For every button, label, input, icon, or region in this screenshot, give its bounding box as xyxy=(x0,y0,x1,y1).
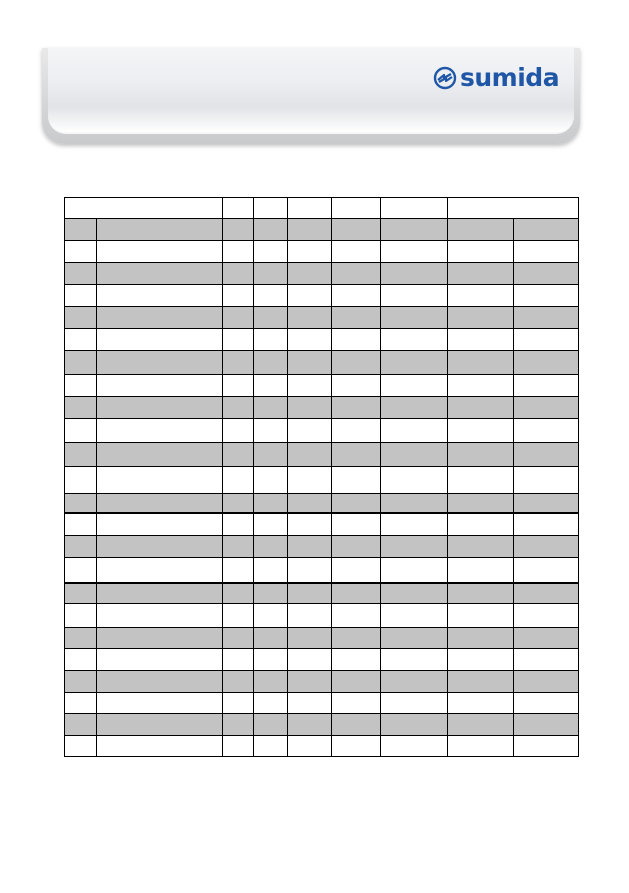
table-cell xyxy=(448,307,514,329)
table-cell xyxy=(514,375,579,397)
table-cell xyxy=(514,307,579,329)
table-cell xyxy=(514,351,579,375)
table-cell xyxy=(381,285,448,307)
table-cell xyxy=(381,351,448,375)
table-cell xyxy=(288,285,332,307)
table-cell xyxy=(381,307,448,329)
table-cell xyxy=(514,628,579,649)
table-cell xyxy=(288,307,332,329)
table-cell xyxy=(223,263,254,285)
table-row xyxy=(65,513,579,536)
table-cell xyxy=(223,693,254,714)
table-cell xyxy=(332,714,381,736)
table-cell xyxy=(223,671,254,693)
table-cell xyxy=(65,649,97,671)
table-cell xyxy=(97,419,223,443)
table-cell xyxy=(381,329,448,351)
table-cell xyxy=(254,397,288,419)
table-cell xyxy=(223,714,254,736)
table-row xyxy=(65,583,579,604)
table-cell xyxy=(65,583,97,604)
header-cell xyxy=(65,198,223,219)
table-cell xyxy=(332,467,381,494)
table-cell xyxy=(448,649,514,671)
table-cell xyxy=(332,351,381,375)
table-header-row xyxy=(65,198,579,219)
table-cell xyxy=(514,693,579,714)
table-row xyxy=(65,467,579,494)
table-cell xyxy=(97,467,223,494)
table-cell xyxy=(448,419,514,443)
table-cell xyxy=(254,736,288,757)
table-cell xyxy=(332,604,381,628)
table-cell xyxy=(288,443,332,467)
table-cell xyxy=(254,604,288,628)
table-cell xyxy=(97,397,223,419)
table-cell xyxy=(288,583,332,604)
table-cell xyxy=(448,693,514,714)
table-cell xyxy=(288,351,332,375)
table-cell xyxy=(65,714,97,736)
table-cell xyxy=(381,604,448,628)
logo-wordmark: sumida xyxy=(460,63,560,92)
table-cell xyxy=(288,736,332,757)
table-cell xyxy=(332,671,381,693)
table-cell xyxy=(514,443,579,467)
header-banner xyxy=(42,48,580,144)
table-cell xyxy=(223,351,254,375)
table-cell xyxy=(381,375,448,397)
table-cell xyxy=(448,443,514,467)
table-cell xyxy=(65,285,97,307)
table-cell xyxy=(288,693,332,714)
table-cell xyxy=(65,419,97,443)
table-cell xyxy=(97,671,223,693)
table-cell xyxy=(288,329,332,351)
table-row xyxy=(65,649,579,671)
table-cell xyxy=(514,467,579,494)
table-cell xyxy=(254,263,288,285)
table-cell xyxy=(514,558,579,583)
table-cell xyxy=(448,604,514,628)
table-cell xyxy=(223,513,254,536)
table-cell xyxy=(254,494,288,513)
header-cell xyxy=(288,198,332,219)
table-cell xyxy=(448,375,514,397)
table-cell xyxy=(254,513,288,536)
table-row xyxy=(65,329,579,351)
table-cell xyxy=(381,693,448,714)
header-cell xyxy=(332,198,381,219)
table-cell xyxy=(381,714,448,736)
table-cell xyxy=(381,219,448,241)
table-row xyxy=(65,397,579,419)
table-cell xyxy=(381,628,448,649)
table-cell xyxy=(514,285,579,307)
table-cell xyxy=(381,558,448,583)
table-cell xyxy=(223,628,254,649)
table-row xyxy=(65,443,579,467)
table-cell xyxy=(288,604,332,628)
table-cell xyxy=(288,467,332,494)
table-cell xyxy=(97,536,223,558)
table-cell xyxy=(97,285,223,307)
table-cell xyxy=(448,219,514,241)
table-cell xyxy=(514,536,579,558)
table-row xyxy=(65,494,579,513)
table-row xyxy=(65,219,579,241)
table-cell xyxy=(332,693,381,714)
table-cell xyxy=(288,397,332,419)
table-cell xyxy=(254,536,288,558)
table-cell xyxy=(332,285,381,307)
table-cell xyxy=(65,307,97,329)
table-row xyxy=(65,628,579,649)
table-cell xyxy=(448,397,514,419)
table-cell xyxy=(65,513,97,536)
table-cell xyxy=(448,494,514,513)
table-cell xyxy=(332,219,381,241)
table-cell xyxy=(448,241,514,263)
table-cell xyxy=(223,536,254,558)
table-row xyxy=(65,307,579,329)
table-cell xyxy=(97,714,223,736)
table-cell xyxy=(65,397,97,419)
banner-face xyxy=(48,48,574,134)
table-cell xyxy=(514,736,579,757)
table-cell xyxy=(97,329,223,351)
table-row xyxy=(65,536,579,558)
table-row xyxy=(65,558,579,583)
table-row xyxy=(65,671,579,693)
table-cell xyxy=(448,558,514,583)
table-cell xyxy=(254,671,288,693)
table-cell xyxy=(332,263,381,285)
table-cell xyxy=(254,443,288,467)
table-cell xyxy=(254,467,288,494)
table-cell xyxy=(381,443,448,467)
table-cell xyxy=(514,671,579,693)
table-cell xyxy=(254,219,288,241)
table-cell xyxy=(514,419,579,443)
table-cell xyxy=(223,604,254,628)
table-row xyxy=(65,375,579,397)
table-cell xyxy=(288,375,332,397)
table-cell xyxy=(65,736,97,757)
table-cell xyxy=(381,513,448,536)
table-cell xyxy=(514,219,579,241)
table-cell xyxy=(65,467,97,494)
table-cell xyxy=(223,219,254,241)
table-cell xyxy=(254,693,288,714)
table-cell xyxy=(223,241,254,263)
table-cell xyxy=(97,558,223,583)
table-cell xyxy=(448,329,514,351)
table-cell xyxy=(332,375,381,397)
table-cell xyxy=(65,558,97,583)
table-cell xyxy=(332,494,381,513)
table-cell xyxy=(332,513,381,536)
table-cell xyxy=(254,285,288,307)
table-cell xyxy=(514,649,579,671)
table-cell xyxy=(65,604,97,628)
table-cell xyxy=(65,375,97,397)
table-cell xyxy=(381,263,448,285)
table-cell xyxy=(254,307,288,329)
table-cell xyxy=(448,513,514,536)
table-cell xyxy=(448,736,514,757)
table-cell xyxy=(223,494,254,513)
sumida-logo xyxy=(433,64,559,92)
table-cell xyxy=(97,494,223,513)
table-cell xyxy=(332,241,381,263)
table-cell xyxy=(288,671,332,693)
table-cell xyxy=(514,583,579,604)
table-cell xyxy=(97,604,223,628)
table-cell xyxy=(223,285,254,307)
table-cell xyxy=(288,241,332,263)
table-row xyxy=(65,736,579,757)
table-row xyxy=(65,419,579,443)
table-row xyxy=(65,263,579,285)
table-cell xyxy=(332,558,381,583)
table-cell xyxy=(254,628,288,649)
table-cell xyxy=(381,241,448,263)
table-cell xyxy=(448,351,514,375)
table-cell xyxy=(332,443,381,467)
table-cell xyxy=(288,513,332,536)
table-cell xyxy=(254,583,288,604)
table-cell xyxy=(332,307,381,329)
table-cell xyxy=(65,443,97,467)
table-cell xyxy=(65,693,97,714)
table-cell xyxy=(288,649,332,671)
header-cell xyxy=(381,198,448,219)
table-row xyxy=(65,241,579,263)
table-cell xyxy=(97,219,223,241)
table-row xyxy=(65,351,579,375)
table-cell xyxy=(254,714,288,736)
table-cell xyxy=(65,671,97,693)
table-cell xyxy=(381,736,448,757)
table-cell xyxy=(65,219,97,241)
table-cell xyxy=(254,351,288,375)
table-cell xyxy=(65,241,97,263)
table-cell xyxy=(332,329,381,351)
table-cell xyxy=(97,583,223,604)
table-cell xyxy=(514,241,579,263)
table-cell xyxy=(332,536,381,558)
table-body xyxy=(65,198,579,757)
table-cell xyxy=(448,467,514,494)
table-cell xyxy=(448,714,514,736)
table-cell xyxy=(381,467,448,494)
table-cell xyxy=(223,419,254,443)
table-row xyxy=(65,285,579,307)
table-cell xyxy=(97,443,223,467)
table-cell xyxy=(332,397,381,419)
table-cell xyxy=(97,351,223,375)
table-cell xyxy=(514,263,579,285)
table-cell xyxy=(97,241,223,263)
table-cell xyxy=(448,285,514,307)
table-cell xyxy=(254,375,288,397)
table-cell xyxy=(223,397,254,419)
table-cell xyxy=(223,583,254,604)
table-cell xyxy=(65,351,97,375)
table-cell xyxy=(288,714,332,736)
table-row xyxy=(65,693,579,714)
table-cell xyxy=(97,693,223,714)
table-cell xyxy=(254,558,288,583)
table-cell xyxy=(332,649,381,671)
header-cell xyxy=(223,198,254,219)
table-cell xyxy=(332,419,381,443)
header-cell xyxy=(448,198,579,219)
table-row xyxy=(65,714,579,736)
table-cell xyxy=(381,536,448,558)
table-cell xyxy=(288,536,332,558)
table-cell xyxy=(65,494,97,513)
table-cell xyxy=(288,263,332,285)
table-cell xyxy=(332,628,381,649)
table-cell xyxy=(97,307,223,329)
table-cell xyxy=(65,628,97,649)
table-cell xyxy=(254,649,288,671)
table-cell xyxy=(254,241,288,263)
table-cell xyxy=(65,263,97,285)
table-cell xyxy=(381,671,448,693)
table-cell xyxy=(381,419,448,443)
table-cell xyxy=(65,536,97,558)
table-row xyxy=(65,604,579,628)
header-cell xyxy=(254,198,288,219)
table-cell xyxy=(223,307,254,329)
table-cell xyxy=(448,671,514,693)
table-cell xyxy=(223,443,254,467)
table-cell xyxy=(514,329,579,351)
data-table xyxy=(64,197,579,757)
table-cell xyxy=(448,536,514,558)
table-cell xyxy=(223,467,254,494)
table-cell xyxy=(332,583,381,604)
table-cell xyxy=(514,494,579,513)
table-cell xyxy=(65,329,97,351)
table-cell xyxy=(288,494,332,513)
table-cell xyxy=(97,263,223,285)
table-cell xyxy=(97,513,223,536)
table-cell xyxy=(381,649,448,671)
table-cell xyxy=(381,494,448,513)
table-cell xyxy=(514,714,579,736)
table-cell xyxy=(288,628,332,649)
table-cell xyxy=(97,628,223,649)
table-cell xyxy=(514,397,579,419)
table-cell xyxy=(223,375,254,397)
table-cell xyxy=(514,604,579,628)
table-cell xyxy=(254,329,288,351)
table-cell xyxy=(223,329,254,351)
table-cell xyxy=(223,736,254,757)
table-cell xyxy=(448,628,514,649)
table-cell xyxy=(97,736,223,757)
table-cell xyxy=(448,263,514,285)
sumida-emblem-icon xyxy=(433,66,457,90)
table-cell xyxy=(254,419,288,443)
table-cell xyxy=(288,558,332,583)
table-cell xyxy=(514,513,579,536)
table-cell xyxy=(288,419,332,443)
table-cell xyxy=(223,558,254,583)
table-cell xyxy=(97,649,223,671)
table-cell xyxy=(332,736,381,757)
table-cell xyxy=(288,219,332,241)
table-cell xyxy=(381,397,448,419)
table-cell xyxy=(448,583,514,604)
table-cell xyxy=(97,375,223,397)
table-cell xyxy=(223,649,254,671)
table-cell xyxy=(381,583,448,604)
